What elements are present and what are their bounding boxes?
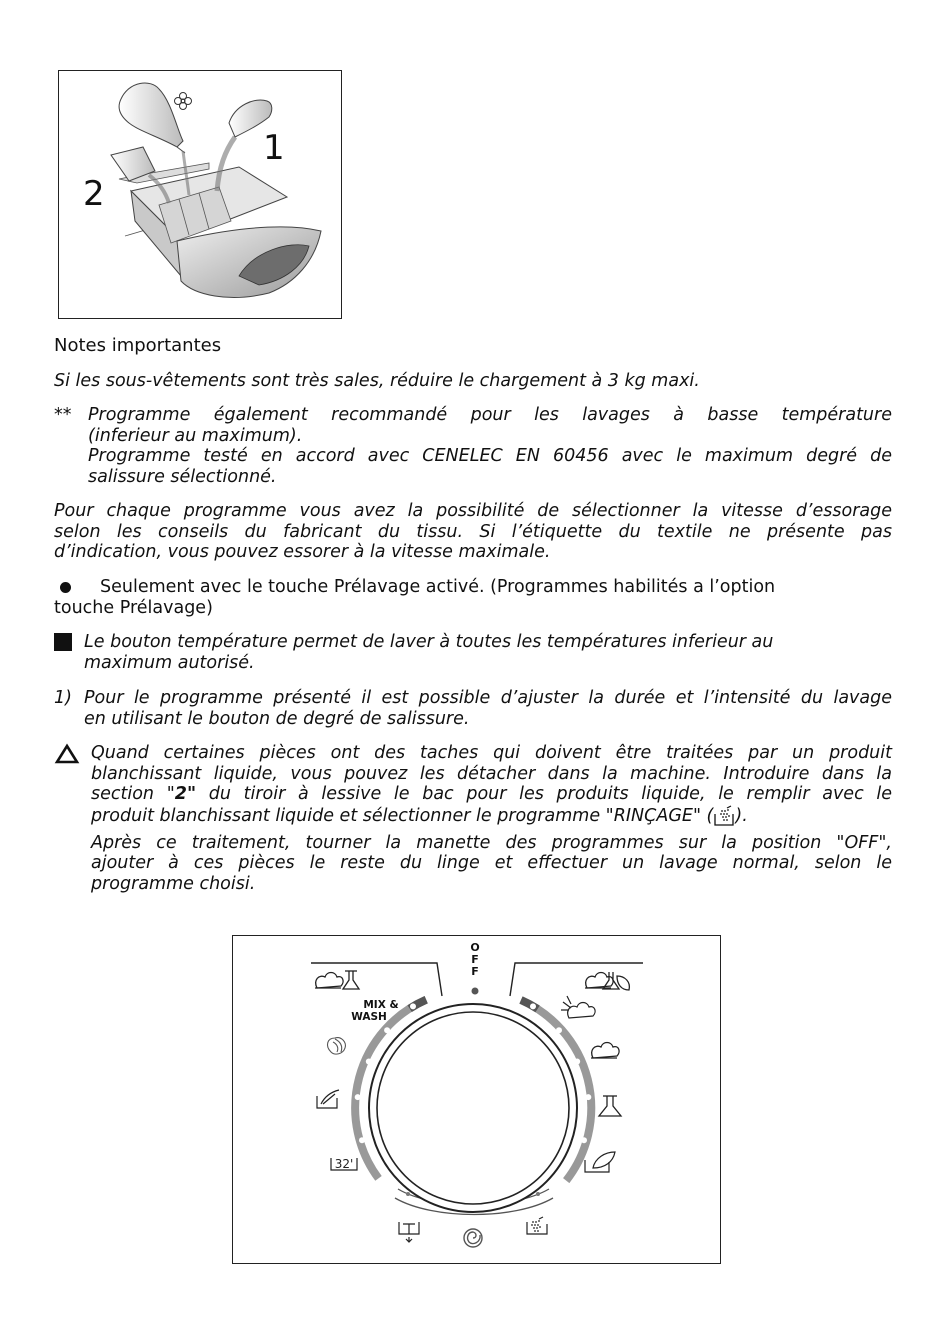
off-letter-f2: F — [471, 965, 479, 978]
quick-wash-label: 32' — [334, 1157, 354, 1171]
warning-line2: blanchissant liquide, vous pouvez les détacher dans la machine. Introduire dans la — [91, 763, 892, 784]
cotton-eco-icon — [585, 972, 629, 990]
double-star-note — [54, 405, 892, 487]
warning-line6: ajouter à ces pièces le reste du linge et effectuer un lavage normal, selon le — [91, 853, 892, 873]
off-letter-f1: F — [471, 953, 479, 966]
rinse-dial-icon — [527, 1217, 547, 1234]
warning-line5: Après ce traitement, tourner la manette des programmes sur la position "OFF", — [91, 832, 892, 853]
warning-note — [54, 743, 892, 894]
off-position-dot — [472, 988, 479, 995]
drawer-illustration — [59, 71, 341, 318]
wool-icon — [328, 1038, 346, 1054]
mix-wash-label-1: MIX & — [363, 999, 399, 1011]
note-1 — [54, 688, 892, 729]
spin-icon — [464, 1229, 482, 1247]
synthetic-icon — [599, 1096, 621, 1116]
handwash-icon — [317, 1090, 339, 1108]
spin-line2: selon les conseils du fabricant du tissu. Si l’étiquette du textile ne présente pas — [54, 521, 892, 542]
prewash-line1: Seulement avec le touche Prélavage activé. (Programmes habilités a l’option — [100, 577, 776, 597]
notes-heading: Notes importantes — [54, 335, 222, 356]
warning-line1: Quand certaines pièces ont des taches qui doivent être traitées par un produit — [91, 743, 892, 763]
warning-triangle-icon — [54, 743, 80, 765]
section-2-label: 2" — [174, 784, 197, 804]
dial-figure — [232, 935, 721, 1264]
square-icon — [54, 633, 72, 651]
double-star-marker: ** — [54, 405, 72, 425]
temperature-note — [54, 632, 892, 673]
double-star-line4: salissure sélectionné. — [88, 466, 277, 487]
warning-line3: section "2" du tiroir à lessive le bac pour les produits liquide, le remplir avec le — [91, 784, 892, 804]
program-dial — [233, 936, 720, 1263]
prewash-note — [54, 577, 892, 618]
callout-2: 2 — [83, 174, 105, 214]
prewash-line2: touche Prélavage) — [54, 597, 213, 618]
double-star-line1: Programme également recommandé pour les lavages à basse température — [88, 405, 892, 425]
callout-1: 1 — [263, 128, 285, 168]
temperature-line2: maximum autorisé. — [84, 652, 255, 673]
note-1-marker: 1) — [54, 688, 72, 708]
bullet-dot-icon — [60, 582, 71, 593]
drawer-figure — [58, 70, 342, 319]
warning-line7: programme choisi. — [91, 873, 256, 894]
double-star-line3: Programme testé en accord avec CENELEC EN 60456 avec le maximum degré de — [88, 446, 892, 466]
off-letter-o: O — [470, 941, 480, 954]
spin-line3: d’indication, vous pouvez essorer à la vitesse maximale. — [54, 542, 551, 562]
note-1-line2: en utilisant le bouton de degré de salissure. — [84, 708, 470, 729]
cotton-prewash-icon — [315, 971, 359, 989]
double-star-line2: (inferieur au maximum). — [88, 425, 303, 446]
intensive-icon — [561, 996, 595, 1018]
delicate-icon — [585, 1152, 615, 1172]
rinse-icon — [713, 805, 735, 827]
temperature-line1: Le bouton température permet de laver à toutes les températures inferieur au — [84, 632, 774, 652]
drain-icon — [399, 1222, 419, 1242]
note-1-line1: Pour le programme présenté il est possible d’ajuster la durée et l’intensité du lavage — [84, 688, 892, 708]
underwear-note: Si les sous-vêtements sont très sales, réduire le chargement à 3 kg maxi. — [54, 371, 700, 391]
program-knob[interactable] — [369, 1004, 577, 1212]
spin-line1: Pour chaque programme vous avez la possibilité de sélectionner la vitesse d’essorage — [54, 501, 892, 521]
spin-note — [54, 501, 892, 563]
mix-wash-label-2: WASH — [351, 1011, 387, 1023]
cotton-icon — [591, 1043, 619, 1059]
warning-line4: produit blanchissant liquide et sélectionner le programme "RINÇAGE" ( ). — [91, 805, 748, 826]
